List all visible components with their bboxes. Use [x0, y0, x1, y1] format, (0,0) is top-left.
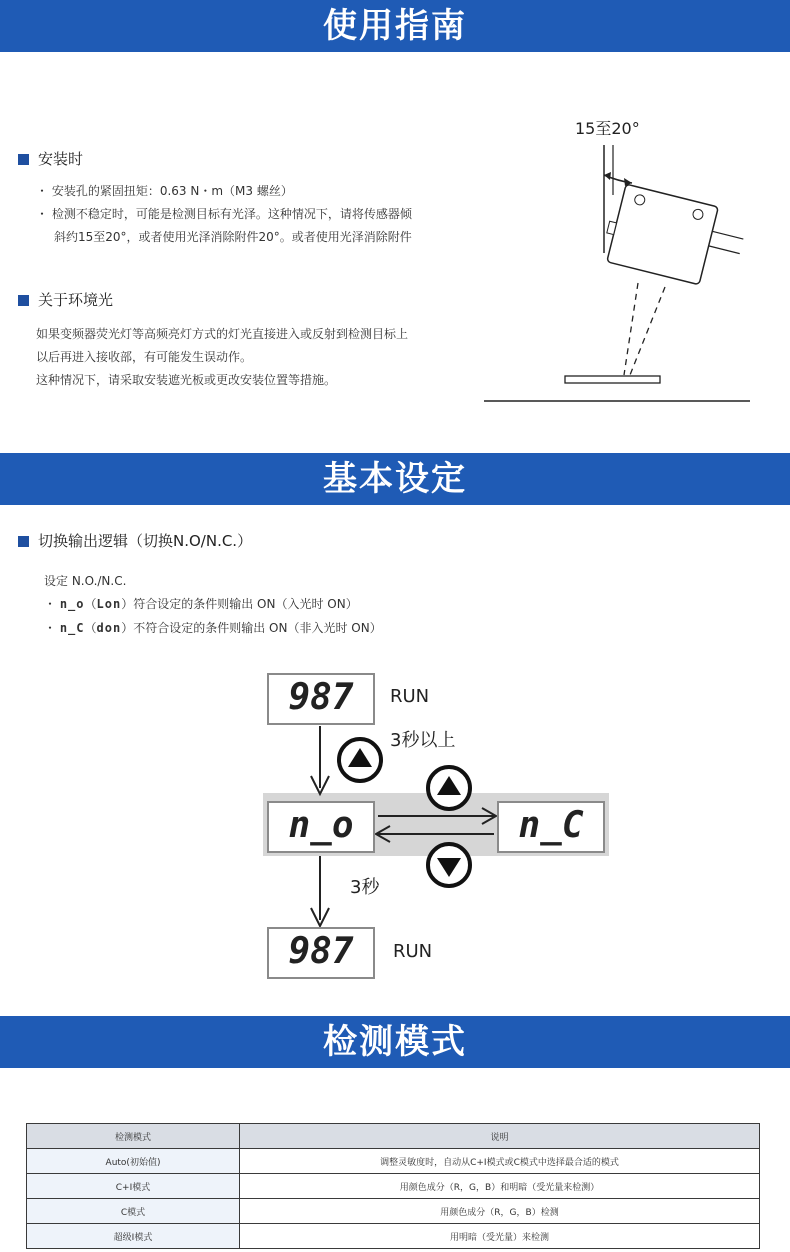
table-header-mode: 检测模式 [27, 1124, 240, 1149]
up-triangle-button-icon[interactable] [335, 735, 385, 785]
table-row [27, 1174, 760, 1199]
mode-cell: Auto(初始值) [27, 1149, 240, 1174]
setting-label: 设定 N.O./N.C. [44, 574, 127, 588]
up-triangle-button-icon[interactable] [424, 763, 474, 813]
desc-cell: 调整灵敏度时，自动从C+I模式或C模式中选择最合适的模式 [240, 1149, 760, 1174]
banner-usage-guide: 使用指南 [0, 0, 790, 52]
nc-code: n_C [59, 621, 85, 635]
detection-modes-table [26, 1123, 760, 1249]
no-line: ・ n_o（Lon）符合设定的条件则输出 ON（入光时 ON） [44, 597, 358, 611]
down-triangle-button-icon[interactable] [424, 840, 474, 890]
mode-cell: C+I模式 [27, 1174, 240, 1199]
switch-heading [18, 530, 252, 551]
banner-detection-modes: 检测模式 [0, 1016, 790, 1068]
install-bullet-1: ・ 安装孔的紧固扭矩：0.63 N・m（M3 螺丝） [36, 184, 293, 198]
banner-basic-settings: 基本设定 [0, 453, 790, 505]
no-code: n_o [59, 597, 85, 611]
angle-label: 15至20° [575, 119, 640, 138]
display-left-no: n_o [267, 801, 375, 853]
run-label-top: RUN [390, 686, 430, 707]
switch-heading-text: 切换输出逻辑（切换N.O/N.C.） [38, 532, 253, 550]
no-alt: Lon [96, 597, 122, 611]
nc-desc: 不符合设定的条件则输出 ON（非入光时 ON） [133, 621, 382, 635]
ambient-heading-text: 关于环境光 [38, 291, 114, 309]
mode-cell: 超级I模式 [27, 1224, 240, 1249]
table-row [27, 1149, 760, 1174]
table-row [27, 1199, 760, 1224]
nc-alt: don [96, 621, 122, 635]
ambient-line-3: 这种情况下，请采取安装遮光板或更改安装位置等措施。 [36, 373, 337, 387]
install-bullet-2: ・ 检测不稳定时，可能是检测目标有光泽。这种情况下，请将传感器倾 [36, 207, 412, 221]
nc-line: ・ n_C（don）不符合设定的条件则输出 ON（非入光时 ON） [44, 621, 382, 635]
hold-down-label: 3秒 [350, 877, 380, 898]
desc-cell: 用明暗（受光量）来检测 [240, 1224, 760, 1249]
table-row [27, 1224, 760, 1249]
section-marker [18, 295, 29, 306]
display-top: 987 [267, 673, 375, 725]
desc-cell: 用颜色成分（R，G，B）检测 [240, 1199, 760, 1224]
table-header-desc: 说明 [240, 1124, 760, 1149]
sensor-tilt-illustration [480, 135, 760, 410]
install-bullet-2-cont: 斜约15至20°，或者使用光泽消除附件20°。或者使用光泽消除附件 [54, 230, 412, 244]
ambient-line-2: 以后再进入接收部，有可能发生误动作。 [36, 350, 253, 364]
section-marker [18, 154, 29, 165]
ambient-heading [18, 289, 113, 310]
display-bottom: 987 [267, 927, 375, 979]
section-marker [18, 536, 29, 547]
table-header-row [27, 1124, 760, 1149]
run-label-bottom: RUN [393, 941, 433, 962]
display-right-nc: n_C [497, 801, 605, 853]
install-heading [18, 148, 83, 169]
desc-cell: 用颜色成分（R，G，B）和明暗（受光量来检测） [240, 1174, 760, 1199]
hold-up-label: 3秒以上 [390, 730, 456, 751]
no-desc: 符合设定的条件则输出 ON（入光时 ON） [133, 597, 358, 611]
ambient-line-1: 如果变频器荧光灯等高频亮灯方式的灯光直接进入或反射到检测目标上 [36, 327, 409, 341]
mode-cell: C模式 [27, 1199, 240, 1224]
install-heading-text: 安装时 [38, 150, 84, 168]
